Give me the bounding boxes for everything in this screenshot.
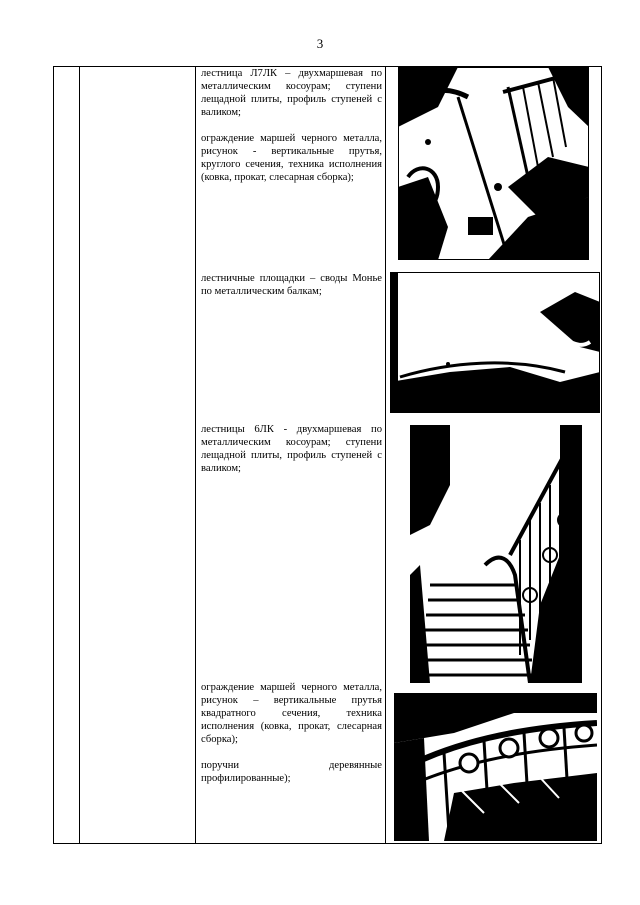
table-border-left [53, 66, 54, 844]
paragraph: лестница Л7ЛК – двухмаршевая по металлическим косоурам; ступени лещадной плиты, профиль ступеней с валиком; [201, 68, 382, 118]
railing-detail-photo [394, 693, 597, 841]
table-divider-1 [79, 66, 80, 844]
paragraph: поручни деревянные профилированные); [201, 760, 382, 784]
table-divider-3 [385, 66, 386, 844]
document-table [53, 66, 602, 844]
staircase-l7lk-photo [398, 67, 589, 260]
text-block-3 [201, 423, 382, 475]
paragraph: ограждение маршей черного металла, рисунок – вертикальные прутья квадратного сечения, техника исполнения (ковка, прокат, слесарная сборка); [201, 682, 382, 745]
staircase-6lk-photo [410, 425, 582, 683]
text-block-1 [201, 67, 382, 184]
paragraph: ограждение маршей черного металла, рисунок - вертикальные прутья, круглого сечения, техника исполнения (ковка, прокат, слесарная сборка); [201, 133, 382, 183]
paragraph: лестницы 6ЛК - двухмаршевая по металлическим косоурам; ступени лещадной плиты, профиль ступеней с валиком; [201, 424, 382, 474]
table-bottom-border [53, 843, 602, 844]
text-block-4 [201, 681, 382, 785]
text-block-2 [201, 272, 382, 298]
landing-vault-photo [390, 272, 600, 413]
paragraph: лестничные площадки – своды Монье по металлическим балкам; [201, 273, 382, 297]
page-number: 3 [316, 36, 324, 51]
table-border-right [601, 66, 602, 844]
table-divider-2 [195, 66, 196, 844]
